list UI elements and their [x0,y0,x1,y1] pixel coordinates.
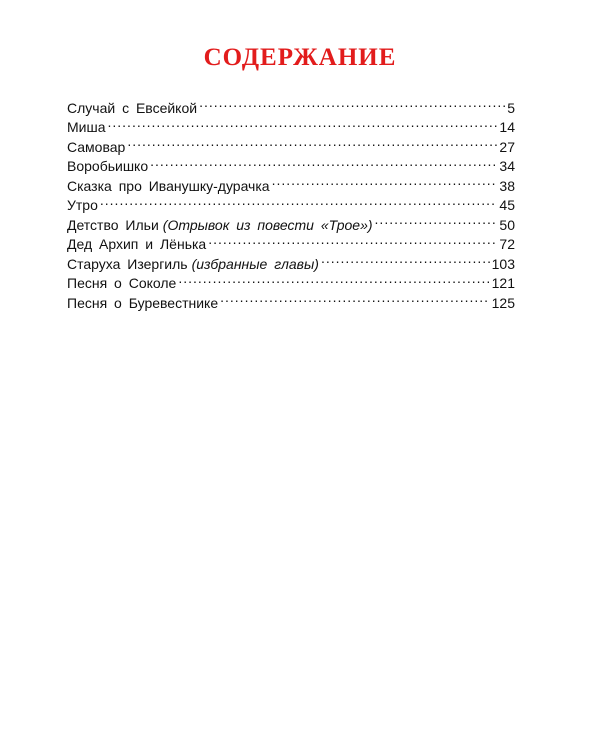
toc-entry-page: 27 [499,138,515,155]
dot-leader [220,288,490,308]
toc-entry-title: Утро [67,197,98,213]
toc-entry-page: 38 [499,177,515,194]
toc-entry-title: Песня о Буревестнике [67,294,219,311]
toc-entry [67,210,515,233]
toc-entry [67,132,515,155]
dot-leader [199,93,505,113]
toc-entry-page: 103 [491,255,515,272]
toc-entry [67,152,515,172]
toc-entry-title: Случай с Евсейкой [67,99,198,116]
toc-entry [67,191,515,211]
toc-entry-title: Миша [67,119,106,135]
toc-entry-page: 125 [491,294,515,311]
toc-entry-title: Песня о Соколе [67,275,177,291]
toc-entry-note: (Отрывок из повести «Трое») [162,216,373,233]
dot-leader [321,249,490,269]
toc-entry-page: 121 [491,275,515,291]
dot-leader [375,210,498,230]
toc-entry [67,113,515,133]
table-of-contents [67,93,515,311]
dot-leader [208,230,497,250]
dot-leader [100,191,498,211]
toc-entry-title: Дед Архип и Лёнька [67,236,207,252]
toc-entry-title: Воробьишко [67,158,149,174]
toc-entry [67,93,515,116]
toc-entry-page: 72 [499,236,515,252]
dot-leader [150,152,497,172]
toc-entry-title: Самовар [67,138,126,155]
toc-entry-page: 14 [499,119,515,135]
toc-entry-page: 45 [499,197,515,213]
toc-entry-page: 34 [499,158,515,174]
toc-entry-page: 5 [507,99,515,116]
toc-entry-title: Сказка про Иванушку-дурачка [67,177,270,194]
dot-leader [127,132,497,152]
dot-leader [272,171,498,191]
page-title: СОДЕРЖАНИЕ [203,44,397,71]
toc-entry-page: 50 [499,216,515,233]
toc-entry-note: (избранные главы) [191,255,319,272]
dot-leader [108,113,498,133]
toc-entry-title: Детство Ильи (Отрывок из повести «Трое») [67,216,373,233]
toc-entry-title: Старуха Изергиль (избранные главы) [67,255,319,272]
dot-leader [178,269,489,289]
